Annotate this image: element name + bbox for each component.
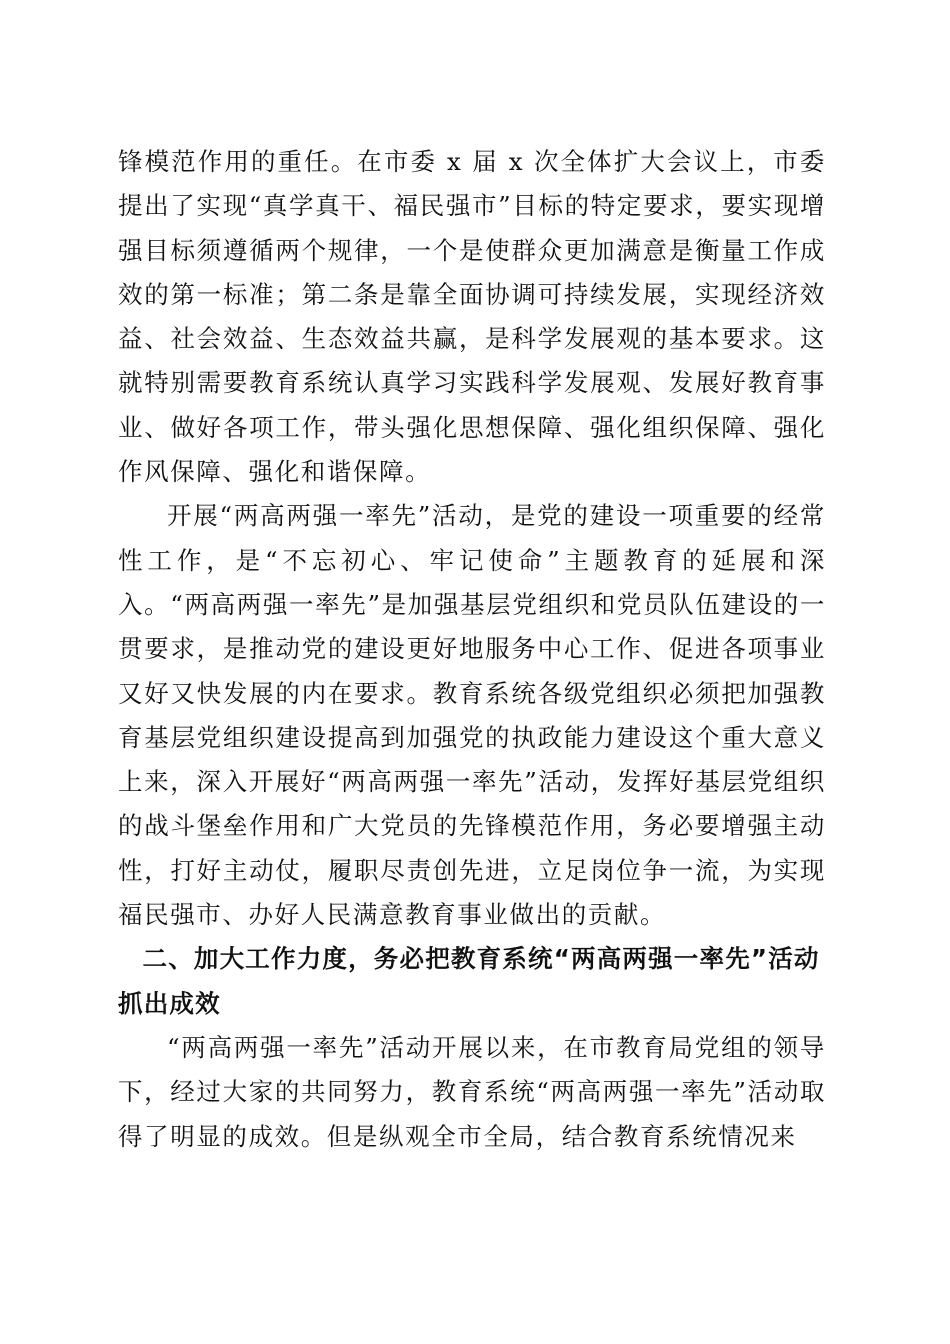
paragraph-continuation: 锋模范作用的重任。在市委 x 届 x 次全体扩大会议上，市委提出了实现“真学真干、福民强市”目标的特定要求，要实现增强目标须遵循两个规律，一个是使群众更加满意是衡量工作成效的第一标准；第二条是靠全面协调可持续发展，实现经济效益、社会效益、生态效益共赢，是科学发展观的基本要求。这就特别需要教育系统认真学习实践科学发展观、发展好教育事业、做好各项工作，带头强化思想保障、强化组织保障、强化作风保障、强化和谐保障。	[118, 147, 826, 487]
paragraph-activity-results: “两高两强一率先”活动开展以来，在市教育局党组的领导下，经过大家的共同努力，教育系统“两高两强一率先”活动取得了明显的成效。但是纵观全市全局，结合教育系统情况来	[118, 1032, 826, 1151]
section-heading-two: 二、加大工作力度，务必把教育系统“两高两强一率先”活动抓出成效	[118, 944, 820, 1018]
document-body	[118, 140, 826, 1159]
paragraph-two-highs-activity: 开展“两高两强一率先”活动，是党的建设一项重要的经常性工作，是“不忘初心、牢记使命”主题教育的延展和深入。“两高两强一率先”是加强基层党组织和党员队伍建设的一贯要求，是推动党的建设更好地服务中心工作、促进各项事业又好又快发展的内在要求。教育系统各级党组织必须把加强教育基层党组织建设提高到加强党的执政能力建设这个重大意义上来，深入开展好“两高两强一率先”活动，发挥好基层党组织的战斗堡垒作用和广大党员的先锋模范作用，务必要增强主动性，打好主动仗，履职尽责创先进，立足岗位争一流，为实现福民强市、办好人民满意教育事业做出的贡献。	[118, 501, 826, 930]
